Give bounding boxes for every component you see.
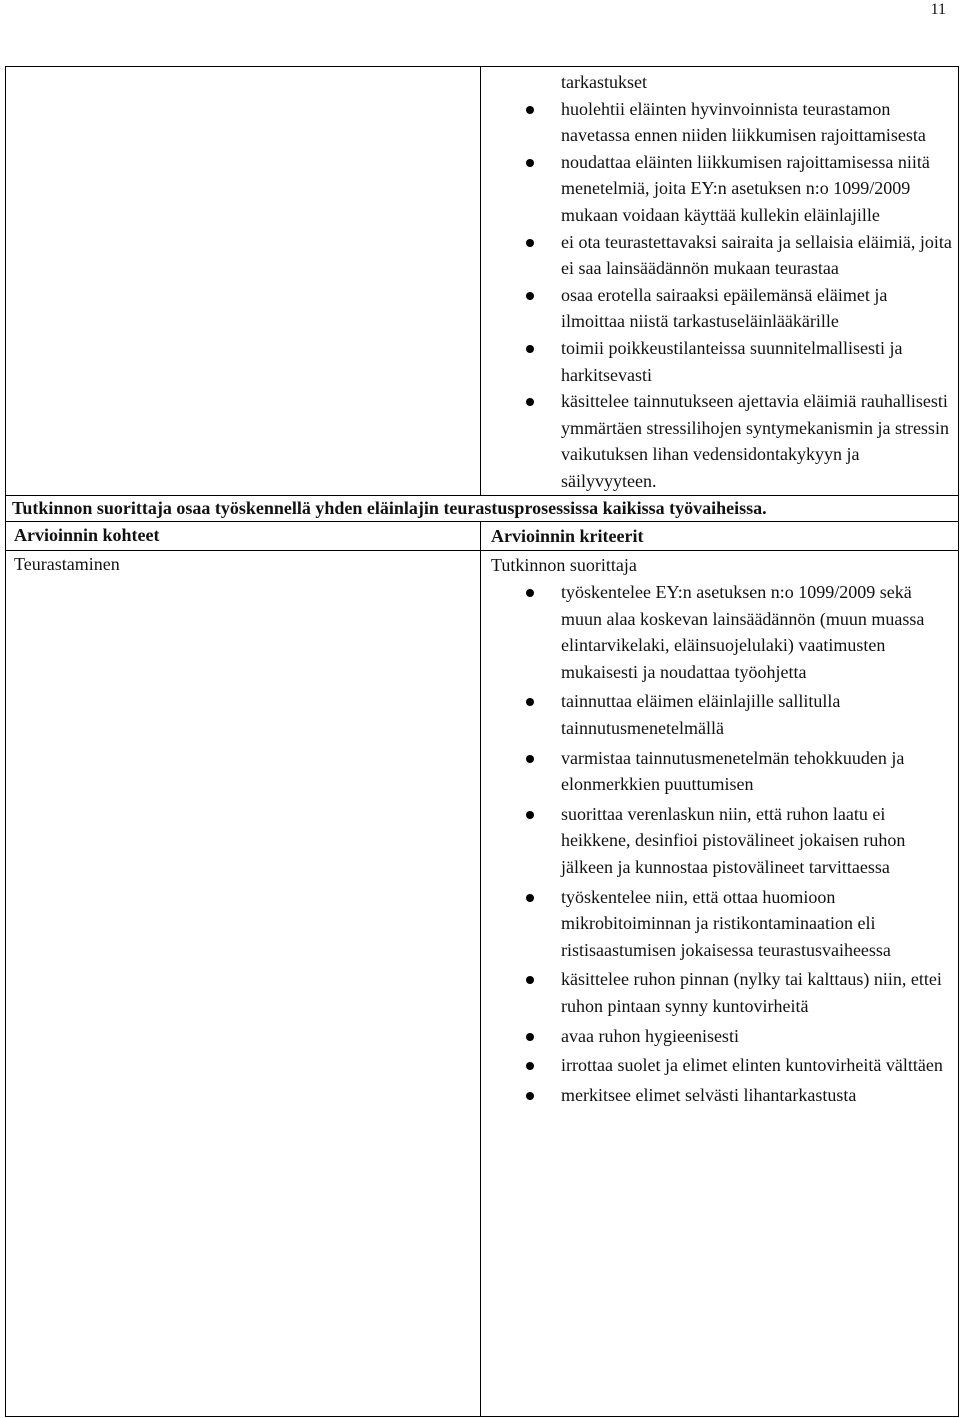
list-item: merkitsee elimet selvästi lihantarkastusta — [481, 1082, 958, 1109]
criteria-list — [481, 579, 958, 1108]
list-item: toimii poikkeustilanteissa suunnitelmallisesti ja harkitsevasti — [481, 335, 958, 388]
list-item: osaa erotella sairaaksi epäilemänsä eläimet ja ilmoittaa niistä tarkastuseläinlääkärille — [481, 282, 958, 335]
continuation-list — [481, 96, 958, 495]
list-item: huolehtii eläinten hyvinvoinnista teurastamon navetassa ennen niiden liikkumisen rajoittamisesta — [481, 96, 958, 149]
criteria-intro: Tutkinnon suorittaja — [491, 555, 637, 575]
section-heading: Tutkinnon suorittaja osaa työskennellä yhden eläinlajin teurastusprosessissa kaikissa työvaiheissa. — [12, 497, 767, 518]
continuation-lead: tarkastukset — [561, 72, 647, 92]
list-item: suorittaa verenlaskun niin, että ruhon laatu ei heikkene, desinfioi pistovälineet jokaisen ruhon jälkeen ja kunnostaa pistovälineet tarvittaessa — [481, 801, 958, 881]
criteria-cell — [481, 551, 959, 1417]
continuation-right-cell — [481, 67, 959, 496]
list-item: työskentelee EY:n asetuksen n:o 1099/2009 sekä muun alaa koskevan lainsäädännön (muun muassa elintarvikelaki, eläinsuojelulaki) vaatimusten mukaisesti ja noudattaa työohjetta — [481, 579, 958, 685]
section-heading-row — [6, 495, 959, 522]
col2-header-cell — [481, 522, 959, 551]
list-item: noudattaa eläinten liikkumisen rajoittamisessa niitä menetelmiä, joita EY:n asetuksen n:o 1099/2009 mukaan voidaan käyttää kullekin eläinlajille — [481, 149, 958, 229]
continuation-row — [6, 67, 959, 496]
col1-header-cell — [6, 522, 481, 551]
list-item: irrottaa suolet ja elimet elinten kuntovirheitä välttäen — [481, 1052, 958, 1079]
col1-header: Arvioinnin kohteet — [14, 525, 160, 545]
criteria-row — [6, 551, 959, 1417]
list-item: avaa ruhon hygieenisesti — [481, 1023, 958, 1050]
list-item: käsittelee ruhon pinnan (nylky tai kalttaus) niin, ettei ruhon pintaan synny kuntovirheitä — [481, 966, 958, 1019]
list-item: varmistaa tainnutusmenetelmän tehokkuuden ja elonmerkkien puuttumisen — [481, 745, 958, 798]
list-item: ei ota teurastettavaksi sairaita ja sellaisia eläimiä, joita ei saa lainsäädännön mukaan teurastaa — [481, 229, 958, 282]
assessment-table — [5, 66, 959, 1417]
list-item: tainnuttaa eläimen eläinlajille sallitulla tainnutusmenetelmällä — [481, 688, 958, 741]
continuation-left-cell — [6, 67, 481, 496]
list-item: työskentelee niin, että ottaa huomioon mikrobitoiminnan ja ristikontaminaation eli ristisaastumisen jokaisessa teurastusvaiheessa — [481, 884, 958, 964]
section-heading-cell — [6, 495, 959, 522]
list-item: käsittelee tainnutukseen ajettavia eläimiä rauhallisesti ymmärtäen stressilihojen syntymekanismin ja stressin vaikutuksen lihan vedensidontakykyyn ja säilyvyyteen. — [481, 388, 958, 494]
col2-header: Arvioinnin kriteerit — [491, 526, 644, 546]
page-number: 11 — [930, 1, 946, 18]
column-header-row — [6, 522, 959, 551]
target-cell — [6, 551, 481, 1417]
assessment-target: Teurastaminen — [14, 554, 120, 574]
